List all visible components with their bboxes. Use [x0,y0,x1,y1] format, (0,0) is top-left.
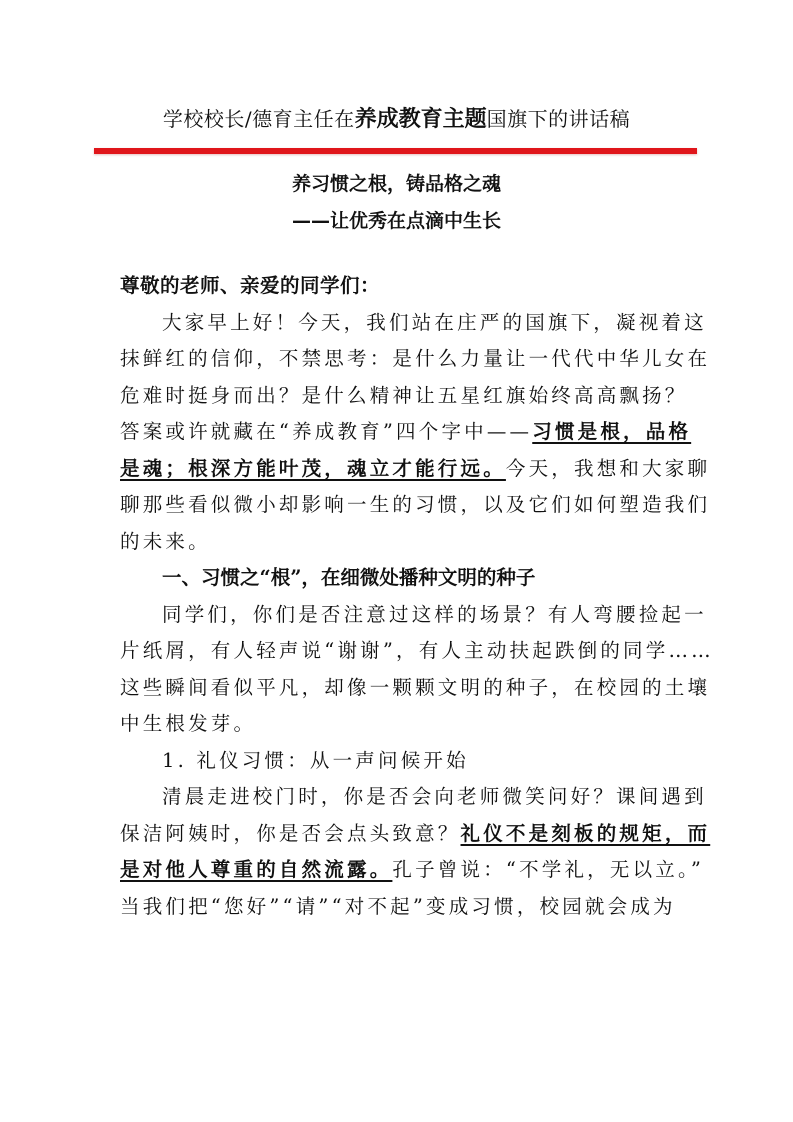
paragraph-line: 的未来。 [120,529,211,553]
paragraph-line: 大家早上好！今天，我们站在庄严的国旗下，凝视着这 [162,310,707,334]
red-divider [94,148,697,154]
paragraph-line: 抹鲜红的信仰，不禁思考：是什么力量让一代代中华儿女在 [120,347,711,370]
underlined-emphasis: 是魂；根深方能叶茂，魂立才能行远。 [120,456,506,480]
paragraph-line: 是对他人尊重的自然流露。 孔子曾说：“不学礼，无以立。” [120,852,674,889]
paragraph-line: 当我们把“您好”“请”“对不起”变成习惯，校园就会成为 [120,894,676,918]
paragraph-line: 保洁阿姨时，你是否会点头致意？ 礼仪不是刻板的规矩，而 [120,816,674,853]
paragraph-line: 聊那些看似微小却影响一生的习惯，以及它们如何塑造我们 [120,493,711,516]
paragraph-line: 清晨走进校门时，你是否会向老师微笑问好？课间遇到 [162,785,707,808]
paragraph-line: 这些瞬间看似平凡，却像一颗颗文明的种子，在校园的土壤 [120,675,711,699]
section-heading: 一、习惯之“根”，在细微处播种文明的种子 [162,566,536,589]
subsection-heading: 1. 礼仪习惯：从一声问候开始 [162,748,469,772]
document-title [0,104,793,135]
paragraph-line: 是魂；根深方能叶茂，魂立才能行远。 今天，我想和大家聊 [120,451,674,488]
paragraph-line: 中生根发芽。 [120,712,257,735]
greeting: 尊敬的老师、亲爱的同学们： [120,274,381,297]
paragraph-line: 片纸屑，有人轻声说“谢谢”，有人主动扶起跌倒的同学…… [120,639,714,662]
underlined-emphasis: 是对他人尊重的自然流露。 [120,858,393,881]
subtitle-sub: ——让优秀在点滴中生长 [291,210,501,232]
underlined-emphasis: 习惯是根，品格 [532,420,692,443]
title-suffix: 国旗下的讲话稿 [486,107,631,131]
paragraph-line: 答案或许就藏在“养成教育”四个字中—— 习惯是根，品格 [120,414,674,451]
underlined-emphasis: 礼仪不是刻板的规矩，而 [460,821,711,845]
subtitle-main: 养习惯之根，铸品格之魂 [291,173,501,195]
paragraph-line: 危难时挺身而出？是什么精神让五星红旗始终高高飘扬？ [120,383,688,407]
document-body [120,268,714,925]
title-highlight: 养成教育主题 [354,107,487,132]
title-prefix: 学校校长/德育主任在 [162,107,355,131]
paragraph-line: 同学们，你们是否注意过这样的场景？有人弯腰捡起一 [162,602,707,626]
